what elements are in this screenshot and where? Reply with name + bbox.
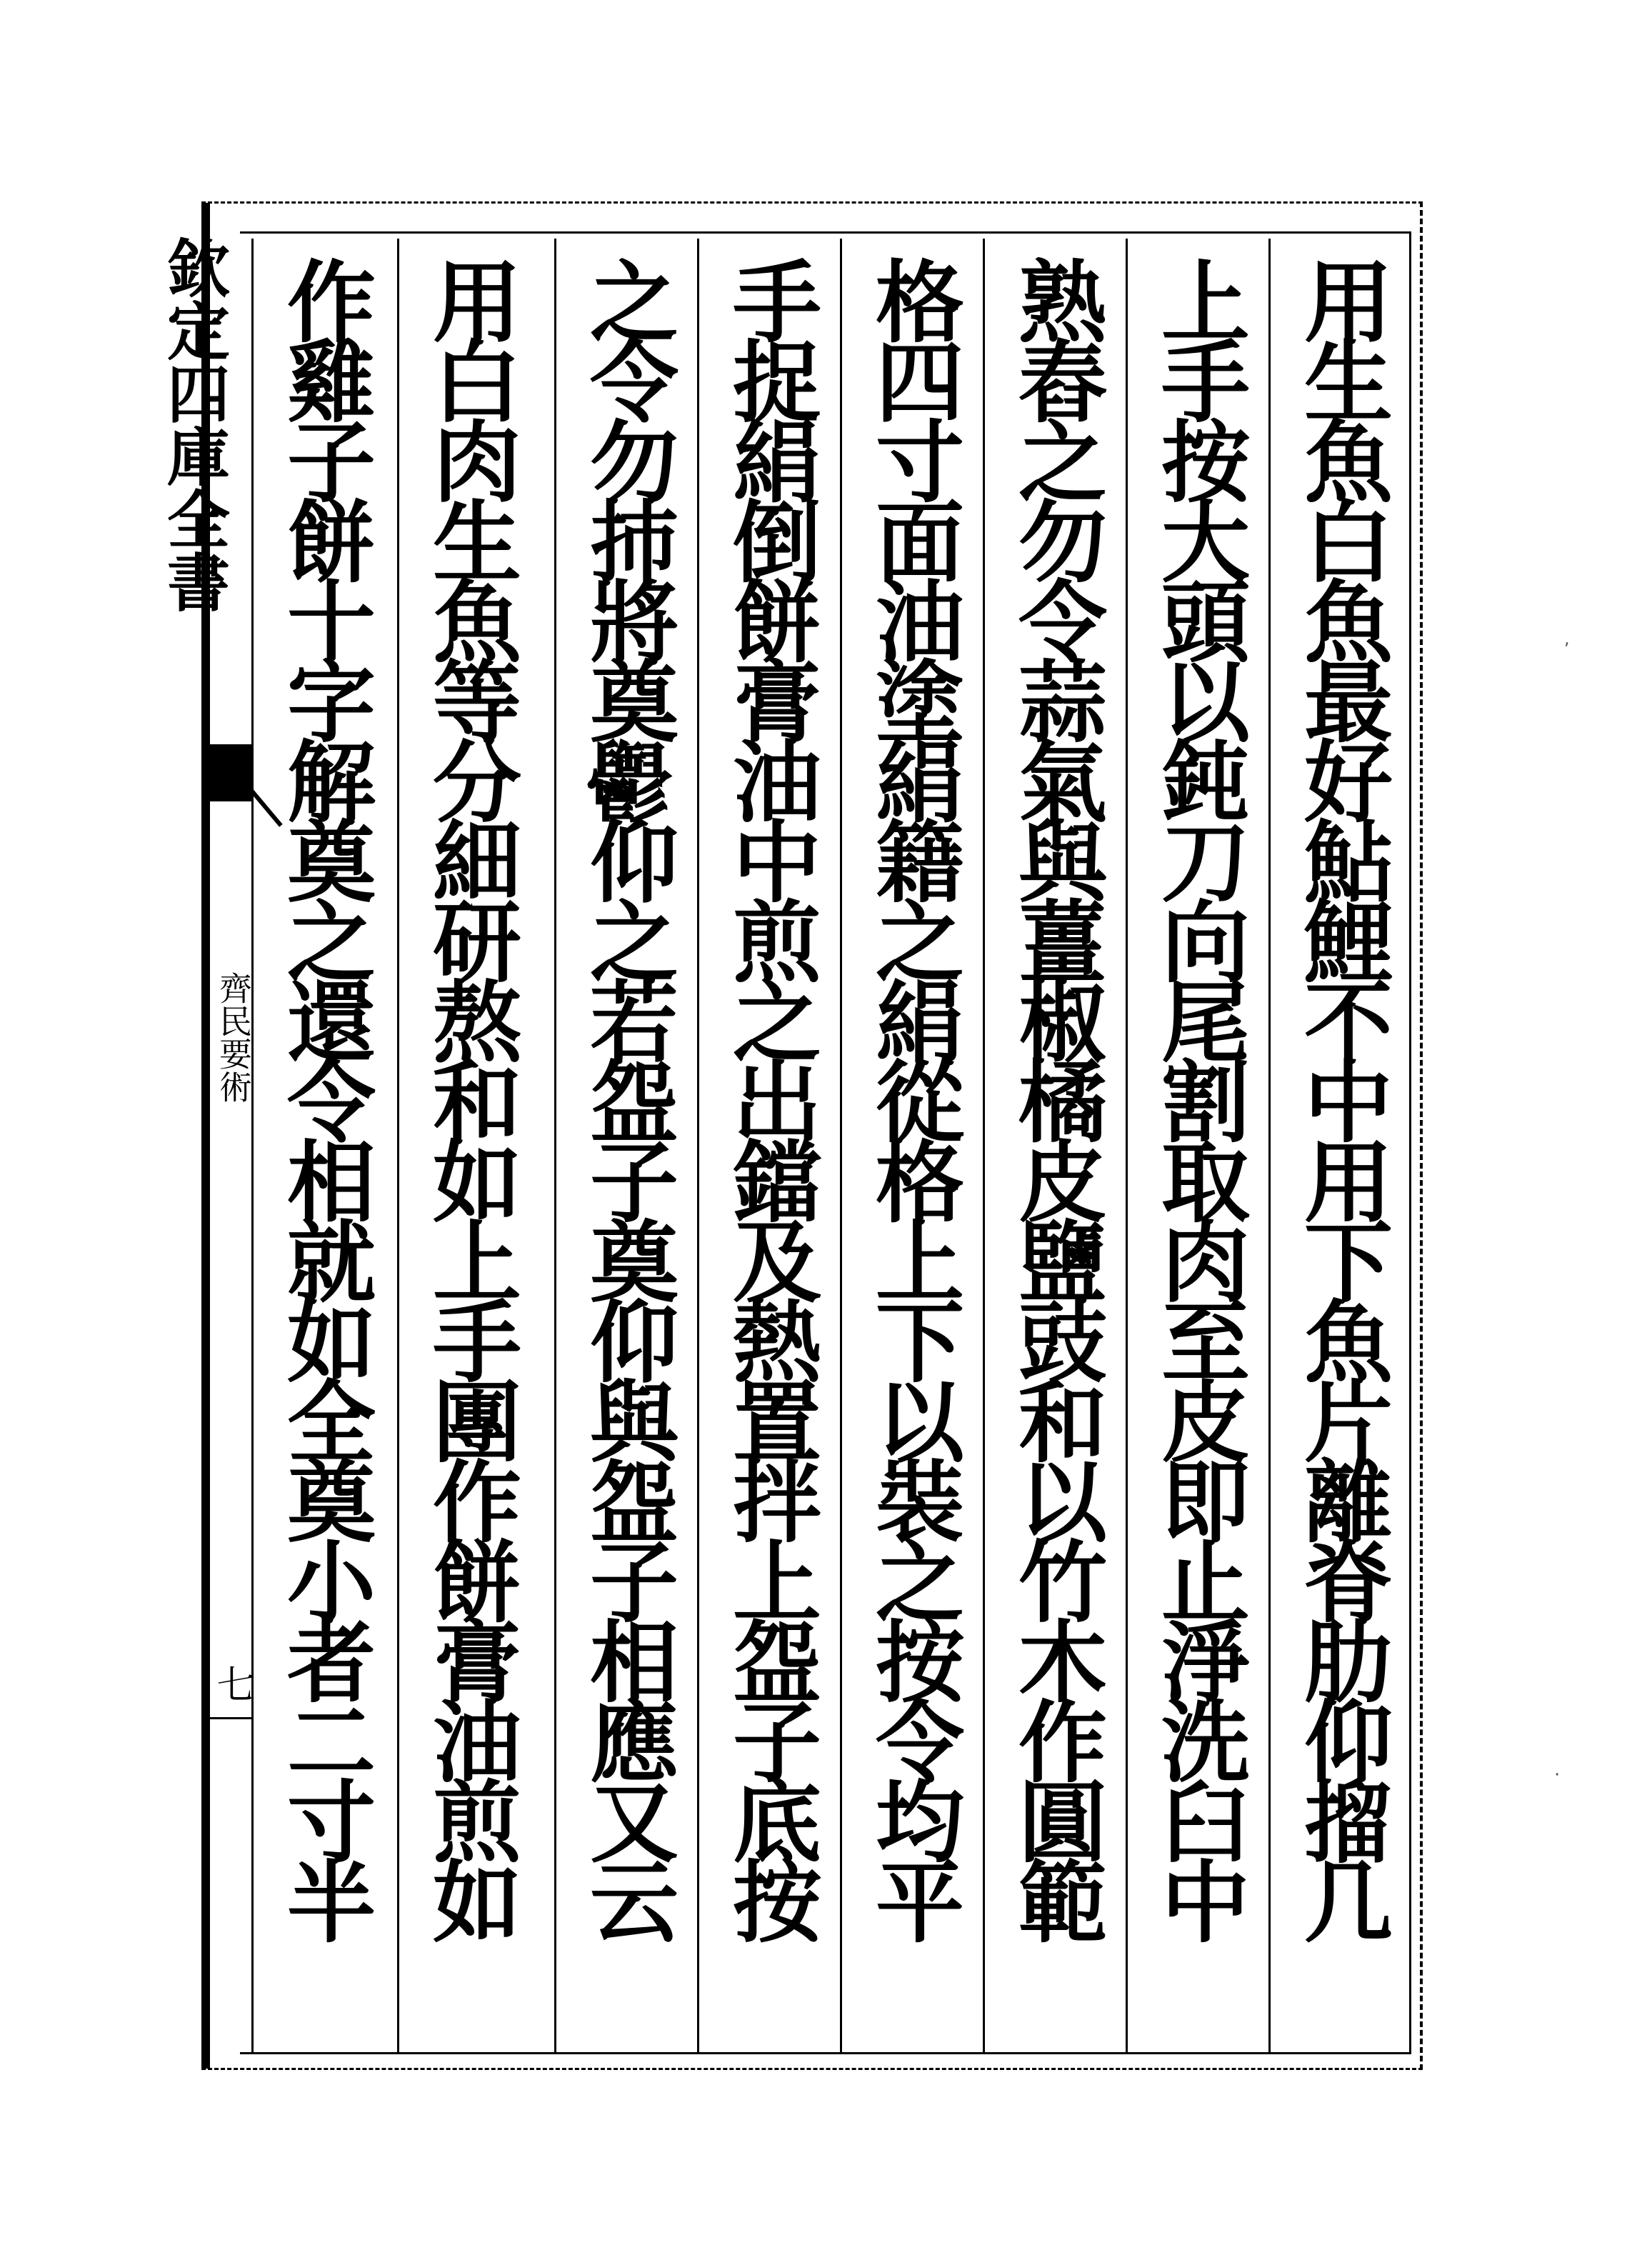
column-text: 上手按大頭以鈍刀向尾割取肉至皮即止淨洗臼中 [1146,256,1250,1936]
stray-mark: · [1554,1764,1561,1786]
text-column-8 [251,239,394,2053]
text-column-1 [1268,239,1411,2053]
text-column-2 [1126,239,1268,2053]
column-text: 手捉絹倒餅膏油中煎之出鐺及熱置拌上盌子底按 [718,256,821,1936]
book-title: 欽定四庫全書 [157,236,231,613]
text-column-5 [697,239,840,2053]
stray-mark: , [1564,629,1570,649]
column-text: 用生魚白魚最好鮎鯉不中用下魚片離脊肋仰㨨几 [1289,256,1393,1936]
text-column-6 [554,239,697,2053]
text-column-7 [397,239,540,2053]
text-column-4 [840,239,983,2053]
text-column-3 [983,239,1126,2053]
column-text: 用白肉生魚等分細研熬和如上手團作餅膏油煎如 [418,256,521,1936]
fish-tail-block [201,744,251,801]
page-number: 七 [211,1664,256,1703]
page-number-rule [207,1717,253,1719]
column-text: 作雞子餅十字解奠之還令相就如全奠小者二寸半 [272,256,376,1936]
column-text: 熟舂之勿令蒜氣與薑椒橘皮鹽豉和以竹木作圓範 [1003,256,1107,1936]
column-text: 格四寸面油塗絹籍之絹從格上下以裝之按令均平 [861,256,964,1936]
column-text: 之令勿㧊將奠𩰪仰之若盌子奠仰與盌子相應又云 [575,256,679,1936]
chapter-label: 齊民要術 [214,971,253,1103]
